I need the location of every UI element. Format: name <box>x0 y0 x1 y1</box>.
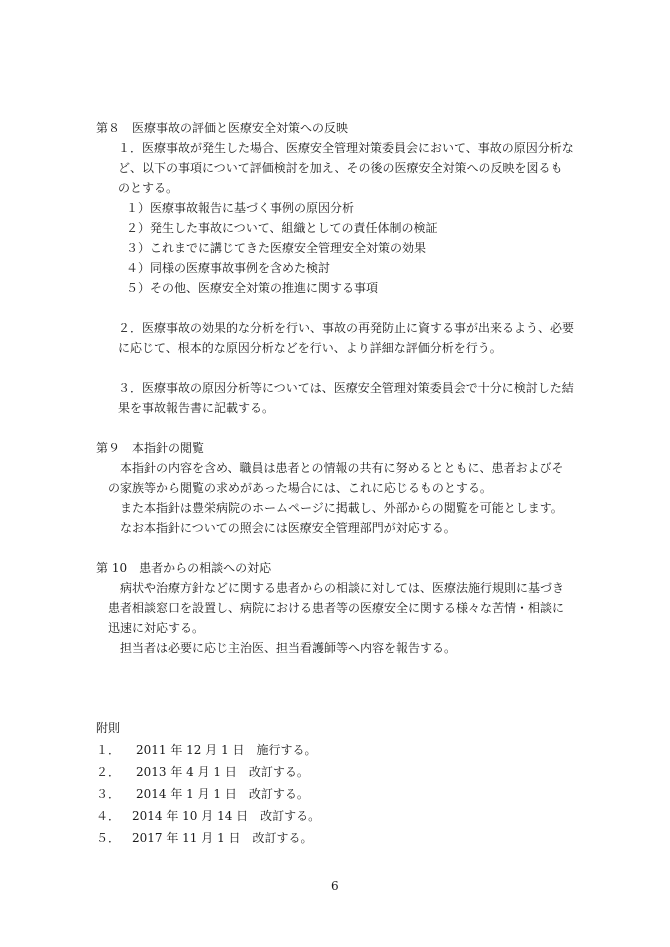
fusoku-entry-2 <box>96 762 309 782</box>
fusoku-entry-text: 2013 年 4 月 1 日 改訂する。 <box>136 765 309 779</box>
fusoku-entry-number: ４． <box>96 809 121 823</box>
section-8-para-3-line-2: 果を事故報告書に記載する。 <box>118 401 275 415</box>
section-8-item-2: ２）発生した事故について、組織としての責任体制の検証 <box>126 221 438 235</box>
page-number: 6 <box>331 879 339 893</box>
fusoku-entry-text: 2014 年 10 月 14 日 改訂する。 <box>132 809 321 823</box>
section-9-heading: 第９ 本指針の閲覧 <box>96 441 205 455</box>
section-8-para-3-line-1: ３．医療事故の原因分析等については、医療安全管理対策委員会で十分に検討した結 <box>118 381 574 395</box>
section-8-para-1-line-3: のとする。 <box>118 181 179 195</box>
fusoku-entry-text: 2017 年 11 月 1 日 改訂する。 <box>132 831 313 845</box>
fusoku-entry-4 <box>96 806 320 826</box>
fusoku-entry-text: 2011 年 12 月 1 日 施行する。 <box>136 743 317 757</box>
section-8-item-4: ４）同様の医療事故事例を含めた検討 <box>126 261 331 275</box>
section-9-line-3: また本指針は豊栄病院のホームページに掲載し、外部からの閲覧を可能とします。 <box>120 501 563 515</box>
fusoku-entry-number: １． <box>96 743 121 757</box>
section-9-line-4: なお本指針についての照会には医療安全管理部門が対応する。 <box>120 521 456 535</box>
section-10-line-2: 患者相談窓口を設置し、病院における患者等の医療安全に関する様々な苦情・相談に <box>108 601 565 615</box>
section-8-item-3: ３）これまでに講じてきた医療安全管理安全対策の効果 <box>126 241 427 255</box>
section-8-para-1-line-2: ど、以下の事項について評価検討を加え、その後の医療安全対策への反映を図るも <box>118 161 563 175</box>
section-8-para-2-line-1: ２．医療事故の効果的な分析を行い、事故の再発防止に資する事が出来るよう、必要 <box>118 321 575 335</box>
fusoku-entry-1 <box>96 740 317 760</box>
section-10-line-1: 病状や治療方針などに関する患者からの相談に対しては、医療法施行規則に基づき <box>120 581 565 595</box>
fusoku-entry-text: 2014 年 1 月 1 日 改訂する。 <box>136 787 309 801</box>
section-9-line-2: の家族等から閲覧の求めがあった場合には、これに応じるものとする。 <box>108 481 492 495</box>
fusoku-entry-number: ２． <box>96 765 121 779</box>
section-9-line-1: 本指針の内容を含め、職員は患者との情報の共有に努めるとともに、患者およびそ <box>120 461 564 475</box>
section-8-para-1-line-1: １．医療事故が発生した場合、医療安全管理対策委員会において、事故の原因分析な <box>118 141 574 155</box>
section-8-item-1: １）医療事故報告に基づく事例の原因分析 <box>126 201 355 215</box>
fusoku-title: 附則 <box>96 721 121 735</box>
section-10-heading: 第 10 患者からの相談への対応 <box>96 561 272 575</box>
section-8-para-2-line-2: に応じて、根本的な原因分析などを行い、より詳細な評価分析を行う。 <box>118 341 502 355</box>
fusoku-entry-3 <box>96 784 309 804</box>
fusoku-entry-number: ３． <box>96 787 121 801</box>
fusoku-entry-5 <box>96 828 313 848</box>
fusoku-entry-number: ５． <box>96 831 121 845</box>
section-8-heading: 第８ 医療事故の評価と医療安全対策への反映 <box>96 121 349 135</box>
section-10-line-4: 担当者は必要に応じ主治医、担当看護師等へ内容を報告する。 <box>120 641 457 655</box>
section-10-line-3: 迅速に対応する。 <box>108 621 205 635</box>
section-8-item-5: ５）その他、医療安全対策の推進に関する事項 <box>126 281 379 295</box>
